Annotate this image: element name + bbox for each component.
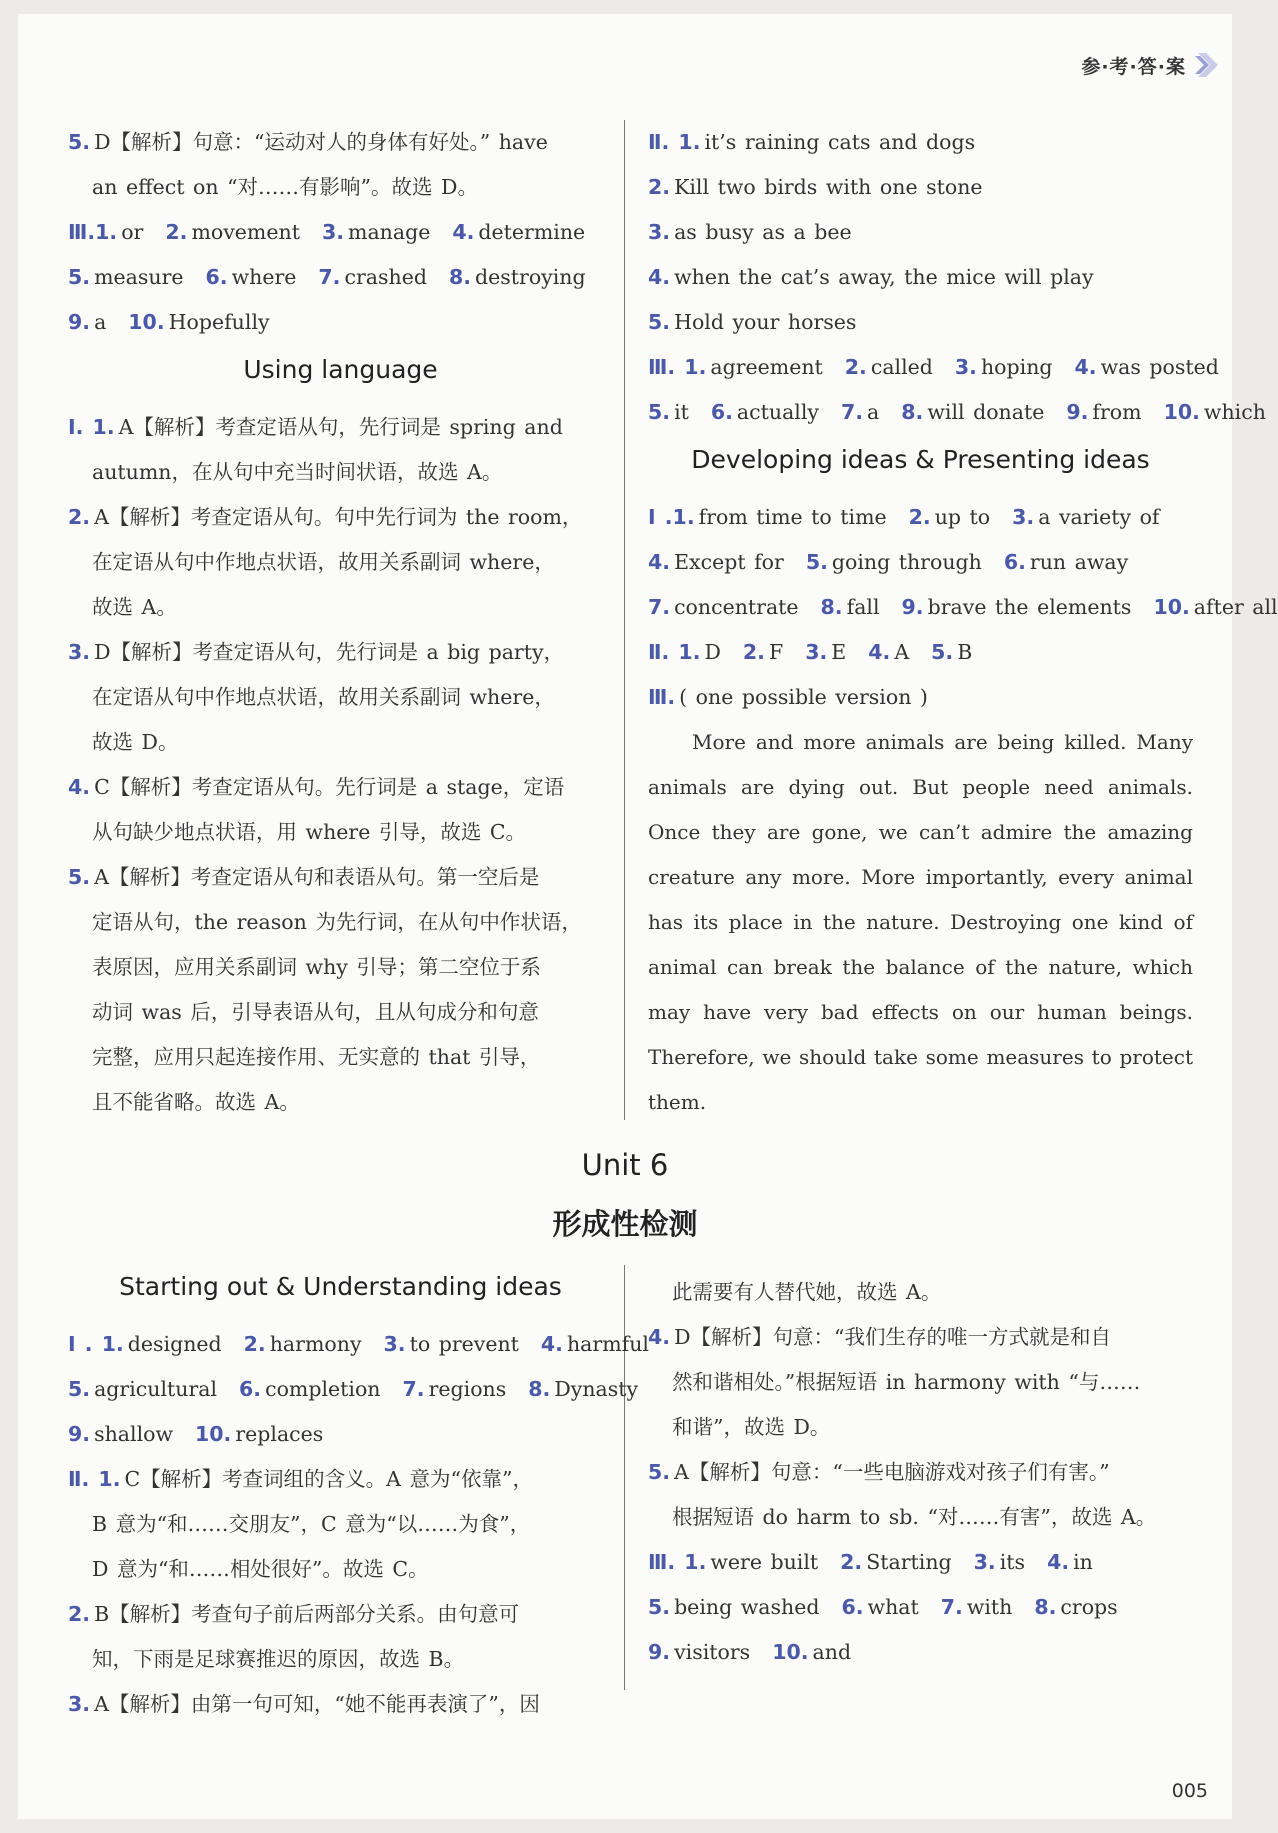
answer-text: A【解析】句意：“一些电脑游戏对孩子们有害。” <box>674 1460 1110 1484</box>
answer-text: 且不能省略。故选 A。 <box>92 1090 300 1114</box>
answer-text: A【解析】由第一句可知，“她不能再表演了”，因 <box>94 1692 540 1716</box>
answer-line <box>68 810 613 855</box>
answer-text: Hopefully <box>168 310 270 334</box>
answer-text: which <box>1203 400 1266 424</box>
answer-text: fall <box>846 595 880 619</box>
column-divider-bottom <box>624 1265 625 1690</box>
answer-text: from time to time <box>698 505 887 529</box>
question-number: 6. <box>1003 550 1026 574</box>
answer-row <box>648 585 1278 630</box>
answer-row <box>68 1367 639 1412</box>
question-number: 2. <box>648 175 671 199</box>
answer-text: D【解析】考查定语从句，先行词是 a big party， <box>94 640 565 664</box>
answer-text: 在定语从句中作地点状语，故用关系副词 where， <box>92 550 555 574</box>
answer-line <box>648 1405 1193 1450</box>
answer-line <box>68 1547 613 1592</box>
answer-line <box>68 900 613 945</box>
column-divider <box>624 120 625 1120</box>
question-number: 2. <box>68 1602 91 1626</box>
question-number: 5. <box>68 865 91 889</box>
answer-row <box>648 345 1219 390</box>
answer-text: called <box>870 355 933 379</box>
answer-row <box>68 300 613 345</box>
answer-row <box>648 675 1193 720</box>
answer-row <box>648 495 1193 540</box>
answer-line <box>648 120 1193 165</box>
answer-text: D 意为“和……相处很好”。故选 C。 <box>92 1557 429 1581</box>
answer-text: visitors <box>674 1640 751 1664</box>
answer-line <box>68 1682 613 1727</box>
answer-row <box>68 1322 649 1367</box>
question-number: Ⅰ .1. <box>648 505 695 529</box>
question-number: 9. <box>901 595 924 619</box>
answer-text: from <box>1092 400 1142 424</box>
essay-paragraph: More and more animals are being killed. Many animals are dying out. But people need animals. Once they are gone, we can’t admire the amazing creature any more. More importantly, every animal has its place in the nature. Destroying one kind of animal can break the balance of the nature, which may have very bad effects on our human beings. Therefore, we should take some measures to protect them. <box>648 730 1193 1114</box>
question-number: 4. <box>648 550 671 574</box>
answer-text: a <box>94 310 107 334</box>
question-number: 9. <box>68 310 91 334</box>
answer-line <box>648 1315 1193 1360</box>
answer-row <box>648 1585 1193 1630</box>
question-number: Ⅲ.1. <box>68 220 118 244</box>
answer-text: a variety of <box>1038 505 1160 529</box>
answer-text: D【解析】句意：“运动对人的身体有好处。” have <box>94 130 548 154</box>
question-number: 7. <box>318 265 341 289</box>
chevron-right-icon <box>1192 50 1222 80</box>
answer-text: measure <box>94 265 184 289</box>
answer-text: Kill two birds with one stone <box>674 175 983 199</box>
answer-text: 动词 was 后，引导表语从句，且从句成分和句意 <box>92 1000 539 1024</box>
answer-text: 和谐”，故选 D。 <box>672 1415 831 1439</box>
answer-text: 此需要有人替代她，故选 A。 <box>672 1280 942 1304</box>
answer-text: run away <box>1029 550 1129 574</box>
answer-text: crops <box>1060 1595 1118 1619</box>
page-header <box>1081 50 1222 80</box>
question-number: 7. <box>402 1377 425 1401</box>
question-number: 4. <box>1047 1550 1070 1574</box>
answer-text: A【解析】考查定语从句。句中先行词为 the room， <box>94 505 583 529</box>
answer-text: as busy as a bee <box>674 220 852 244</box>
answer-text: was posted <box>1100 355 1219 379</box>
question-number: 5. <box>931 640 954 664</box>
answer-text: determine <box>478 220 586 244</box>
question-number: 3. <box>973 1550 996 1574</box>
answer-line <box>68 165 613 210</box>
answer-text: C【解析】考查词组的含义。A 意为“依靠”， <box>124 1467 533 1491</box>
answer-line <box>68 720 613 765</box>
answer-line <box>68 495 613 540</box>
section-title-using-language: Using language <box>243 355 438 384</box>
answer-row <box>648 1540 1193 1585</box>
question-number: 2. <box>840 1550 863 1574</box>
answer-text: its <box>999 1550 1026 1574</box>
question-number: 3. <box>68 640 91 664</box>
answer-text: 然和谐相处。”根据短语 in harmony with “与…… <box>672 1370 1141 1394</box>
answer-line <box>648 1360 1193 1405</box>
answer-text: 故选 A。 <box>92 595 177 619</box>
answer-text: D <box>704 640 721 664</box>
answer-line <box>68 1080 613 1125</box>
question-number: 2. <box>908 505 931 529</box>
answer-text: Starting <box>866 1550 952 1574</box>
answer-text: it <box>674 400 689 424</box>
answer-line <box>648 1495 1193 1540</box>
answer-text: Dynasty <box>554 1377 639 1401</box>
question-number: 10. <box>128 310 165 334</box>
question-number: 7. <box>940 1595 963 1619</box>
answer-text: agricultural <box>94 1377 218 1401</box>
answer-text: A <box>894 640 910 664</box>
answer-text: 在定语从句中作地点状语，故用关系副词 where， <box>92 685 555 709</box>
answer-text: B <box>957 640 973 664</box>
answer-line <box>68 1457 613 1502</box>
answer-text: were built <box>710 1550 819 1574</box>
answer-text: replaces <box>235 1422 324 1446</box>
question-number: 3. <box>954 355 977 379</box>
question-number: 5. <box>68 1377 91 1401</box>
answer-text: destroying <box>475 265 586 289</box>
answer-text: where <box>231 265 297 289</box>
question-number: 4. <box>68 775 91 799</box>
question-number: 4. <box>452 220 475 244</box>
question-number: 2. <box>742 640 765 664</box>
answer-text: D【解析】句意：“我们生存的唯一方式就是和自 <box>674 1325 1111 1349</box>
question-number: 5. <box>648 1595 671 1619</box>
question-number: Ⅰ . 1. <box>68 1332 124 1356</box>
answer-text: 根据短语 do harm to sb. “对……有害”，故选 A。 <box>672 1505 1157 1529</box>
answer-line <box>68 675 613 720</box>
question-number: 9. <box>68 1422 91 1446</box>
answer-text: an effect on “对……有影响”。故选 D。 <box>92 175 478 199</box>
left-column-bottom <box>68 1262 649 1727</box>
answer-text: E <box>831 640 847 664</box>
question-number: Ⅲ. <box>648 685 676 709</box>
answer-row <box>648 390 1266 435</box>
question-number: 5. <box>68 265 91 289</box>
answer-text: it’s raining cats and dogs <box>704 130 976 154</box>
question-number: 6. <box>710 400 733 424</box>
answer-text: 故选 D。 <box>92 730 179 754</box>
answer-text: harmful <box>566 1332 649 1356</box>
answer-row <box>648 630 1193 675</box>
answer-text: going through <box>831 550 982 574</box>
question-number: 6. <box>841 1595 864 1619</box>
question-number: 10. <box>1163 400 1200 424</box>
answer-text: up to <box>934 505 991 529</box>
answer-text: completion <box>265 1377 381 1401</box>
question-number: 4. <box>648 1325 671 1349</box>
answer-text: agreement <box>710 355 823 379</box>
answer-line <box>68 540 613 585</box>
answer-text: Hold your horses <box>674 310 857 334</box>
answer-line <box>648 165 1193 210</box>
answer-text: ( one possible version ) <box>679 685 928 709</box>
question-number: 6. <box>205 265 228 289</box>
answer-text: harmony <box>269 1332 362 1356</box>
question-number: 7. <box>840 400 864 424</box>
question-number: 3. <box>805 640 828 664</box>
answer-text: shallow <box>94 1422 174 1446</box>
answer-text: B【解析】考查句子前后两部分关系。由句意可 <box>94 1602 520 1626</box>
answer-row <box>68 210 613 255</box>
section-title-developing: Developing ideas & Presenting ideas <box>691 445 1150 474</box>
answer-line <box>648 1270 1193 1315</box>
question-number: 5. <box>68 130 91 154</box>
question-number: 5. <box>648 1460 671 1484</box>
question-number: 4. <box>868 640 891 664</box>
question-number: Ⅲ. 1. <box>648 355 707 379</box>
question-number: 4. <box>648 265 671 289</box>
question-number: 8. <box>448 265 472 289</box>
answer-text: Except for <box>674 550 784 574</box>
answer-text: A【解析】考查定语从句，先行词是 spring and <box>118 415 563 439</box>
question-number: 4. <box>540 1332 563 1356</box>
question-number: 5. <box>805 550 828 574</box>
section-title-starting-out: Starting out & Understanding ideas <box>119 1272 562 1301</box>
answer-text: C【解析】考查定语从句。先行词是 a stage，定语 <box>94 775 565 799</box>
answer-line <box>68 1502 613 1547</box>
question-number: 10. <box>195 1422 232 1446</box>
right-column-bottom <box>648 1270 1193 1675</box>
question-number: 2. <box>844 355 867 379</box>
answer-line <box>648 210 1193 255</box>
answer-line <box>68 1592 613 1637</box>
question-number: 3. <box>1012 505 1035 529</box>
answer-text: manage <box>348 220 431 244</box>
answer-text: B 意为“和……交朋友”，C 意为“以……为食”， <box>92 1512 531 1536</box>
left-column <box>68 120 613 1125</box>
answer-text: designed <box>127 1332 222 1356</box>
answer-line <box>68 1035 613 1080</box>
answer-text: what <box>867 1595 919 1619</box>
unit-title: Unit 6 <box>581 1148 669 1182</box>
page-number: 005 <box>1171 1780 1208 1802</box>
question-number: Ⅱ. 1. <box>68 1467 121 1491</box>
question-number: 8. <box>1034 1595 1057 1619</box>
answer-text: a <box>867 400 880 424</box>
answer-line <box>648 255 1193 300</box>
question-number: Ⅱ. 1. <box>648 130 701 154</box>
answer-text: being washed <box>674 1595 820 1619</box>
question-number: 8. <box>528 1377 551 1401</box>
answer-line <box>68 585 613 630</box>
answer-line <box>648 1450 1193 1495</box>
answer-text: 知，下雨是足球赛推迟的原因，故选 B。 <box>92 1647 465 1671</box>
answer-text: F <box>768 640 784 664</box>
question-number: 8. <box>901 400 924 424</box>
answer-text: autumn，在从句中充当时间状语，故选 A。 <box>92 460 503 484</box>
question-number: 10. <box>1153 595 1190 619</box>
answer-text: will donate <box>927 400 1045 424</box>
answer-text: and <box>812 1640 852 1664</box>
question-number: 9. <box>1066 400 1089 424</box>
answer-line <box>68 120 613 165</box>
question-number: 3. <box>383 1332 406 1356</box>
answer-text: 表原因，应用关系副词 why 引导；第二空位于系 <box>92 955 541 979</box>
question-number: Ⅱ. 1. <box>648 640 701 664</box>
answer-text: or <box>121 220 144 244</box>
answer-line <box>68 1637 613 1682</box>
question-number: 2. <box>243 1332 266 1356</box>
question-number: 6. <box>239 1377 262 1401</box>
answer-text: movement <box>191 220 300 244</box>
answer-text: 完整，应用只起连接作用、无实意的 that 引导， <box>92 1045 541 1069</box>
answer-line <box>68 945 613 990</box>
question-number: 8. <box>820 595 843 619</box>
answer-text: concentrate <box>674 595 799 619</box>
answer-text: A【解析】考查定语从句和表语从句。第一空后是 <box>94 865 540 889</box>
question-number: Ⅲ. 1. <box>648 1550 707 1574</box>
question-number: 7. <box>648 595 671 619</box>
question-number: 5. <box>648 400 671 424</box>
answer-text: with <box>966 1595 1013 1619</box>
header-title: 参·考·答·案 <box>1081 55 1186 78</box>
right-column <box>648 120 1278 1125</box>
question-number: 2. <box>165 220 188 244</box>
answer-text: regions <box>428 1377 507 1401</box>
answer-text: 从句缺少地点状语，用 where 引导，故选 C。 <box>92 820 527 844</box>
answer-line <box>68 990 613 1035</box>
answer-row <box>648 540 1193 585</box>
answer-text: hoping <box>980 355 1053 379</box>
answer-line <box>68 765 613 810</box>
answer-row <box>648 1630 1193 1675</box>
question-number: 5. <box>648 310 671 334</box>
answer-line <box>68 855 613 900</box>
answer-row <box>68 255 613 300</box>
question-number: 3. <box>648 220 671 244</box>
answer-text: when the cat’s away, the mice will play <box>674 265 1094 289</box>
answer-text: to prevent <box>409 1332 519 1356</box>
answer-text: crashed <box>344 265 427 289</box>
answer-row <box>68 1412 613 1457</box>
question-number: 2. <box>68 505 91 529</box>
answer-text: after all <box>1193 595 1278 619</box>
unit-subtitle: 形成性检测 <box>552 1207 698 1241</box>
answer-text: actually <box>736 400 819 424</box>
question-number: Ⅰ. 1. <box>68 415 115 439</box>
answer-text: 定语从句，the reason 为先行词，在从句中作状语， <box>92 910 582 934</box>
answer-text: brave the elements <box>927 595 1132 619</box>
question-number: 4. <box>1074 355 1097 379</box>
question-number: 3. <box>68 1692 91 1716</box>
answer-text: in <box>1073 1550 1093 1574</box>
sample-essay <box>648 720 1193 1125</box>
answer-line <box>68 630 613 675</box>
answer-line <box>648 300 1193 345</box>
answer-line <box>68 450 613 495</box>
question-number: 3. <box>321 220 345 244</box>
answer-line <box>68 405 613 450</box>
question-number: 9. <box>648 1640 671 1664</box>
question-number: 10. <box>772 1640 809 1664</box>
